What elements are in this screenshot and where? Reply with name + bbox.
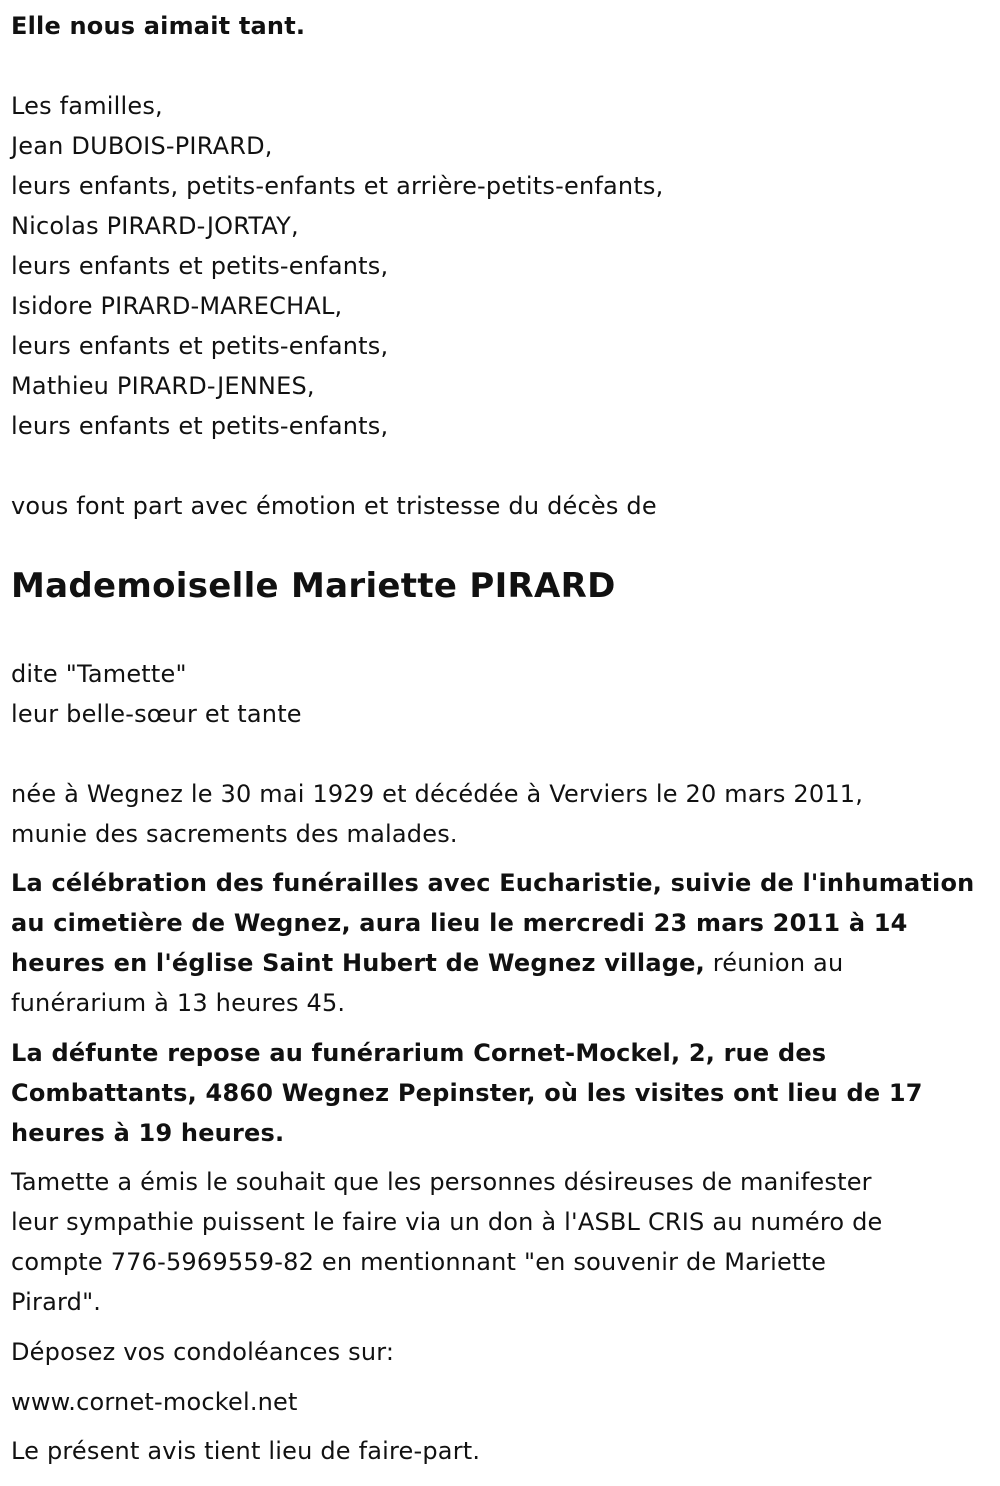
birth-death-line: née à Wegnez le 30 mai 1929 et décédée à Verviers le 20 mars 2011, xyxy=(11,780,864,808)
condolences-link[interactable] xyxy=(11,1382,298,1422)
birth-death-line: munie des sacrements des malades. xyxy=(11,820,458,848)
donation-line: compte 776-5969559-82 en mentionnant "en souvenir de Mariette xyxy=(11,1248,827,1276)
family-line: leurs enfants, petits-enfants et arrière-petits-enfants, xyxy=(11,172,664,200)
ceremony-line xyxy=(11,943,843,983)
closing-note: Le présent avis tient lieu de faire-part. xyxy=(11,1437,481,1465)
ceremony-location: heures en l'église Saint Hubert de Wegnez village, xyxy=(11,949,705,977)
announcement: vous font part avec émotion et tristesse du décès de xyxy=(11,492,657,520)
nickname: dite "Tamette" xyxy=(11,660,187,688)
ceremony-line: au cimetière de Wegnez, aura lieu le mercredi 23 mars 2011 à 14 xyxy=(11,909,908,937)
family-line: Jean DUBOIS-PIRARD, xyxy=(11,132,273,160)
families-intro: Les familles, xyxy=(11,92,163,120)
family-line: leurs enfants et petits-enfants, xyxy=(11,252,389,280)
family-line: Isidore PIRARD-MARECHAL, xyxy=(11,292,343,320)
donation-line: Pirard". xyxy=(11,1288,102,1316)
ceremony-line: La célébration des funérailles avec Eucharistie, suivie de l'inhumation xyxy=(11,869,975,897)
donation-line: Tamette a émis le souhait que les personnes désireuses de manifester xyxy=(11,1168,872,1196)
heading: Elle nous aimait tant. xyxy=(11,12,306,40)
condolences-label: Déposez vos condoléances sur: xyxy=(11,1338,395,1366)
family-line: Nicolas PIRARD-JORTAY, xyxy=(11,212,299,240)
relation: leur belle-sœur et tante xyxy=(11,700,302,728)
ceremony-reunion: réunion au xyxy=(704,949,844,977)
visitation-line: La défunte repose au funérarium Cornet-Mockel, 2, rue des xyxy=(11,1039,827,1067)
deceased-name: Mademoiselle Mariette PIRARD xyxy=(11,566,616,606)
family-line: leurs enfants et petits-enfants, xyxy=(11,332,389,360)
ceremony-line: funérarium à 13 heures 45. xyxy=(11,989,346,1017)
condolences-url[interactable]: www.cornet-mockel.net xyxy=(11,1388,298,1416)
donation-line: leur sympathie puissent le faire via un don à l'ASBL CRIS au numéro de xyxy=(11,1208,883,1236)
visitation-line: heures à 19 heures. xyxy=(11,1119,285,1147)
visitation-line: Combattants, 4860 Wegnez Pepinster, où les visites ont lieu de 17 xyxy=(11,1079,923,1107)
family-line: leurs enfants et petits-enfants, xyxy=(11,412,389,440)
family-line: Mathieu PIRARD-JENNES, xyxy=(11,372,315,400)
